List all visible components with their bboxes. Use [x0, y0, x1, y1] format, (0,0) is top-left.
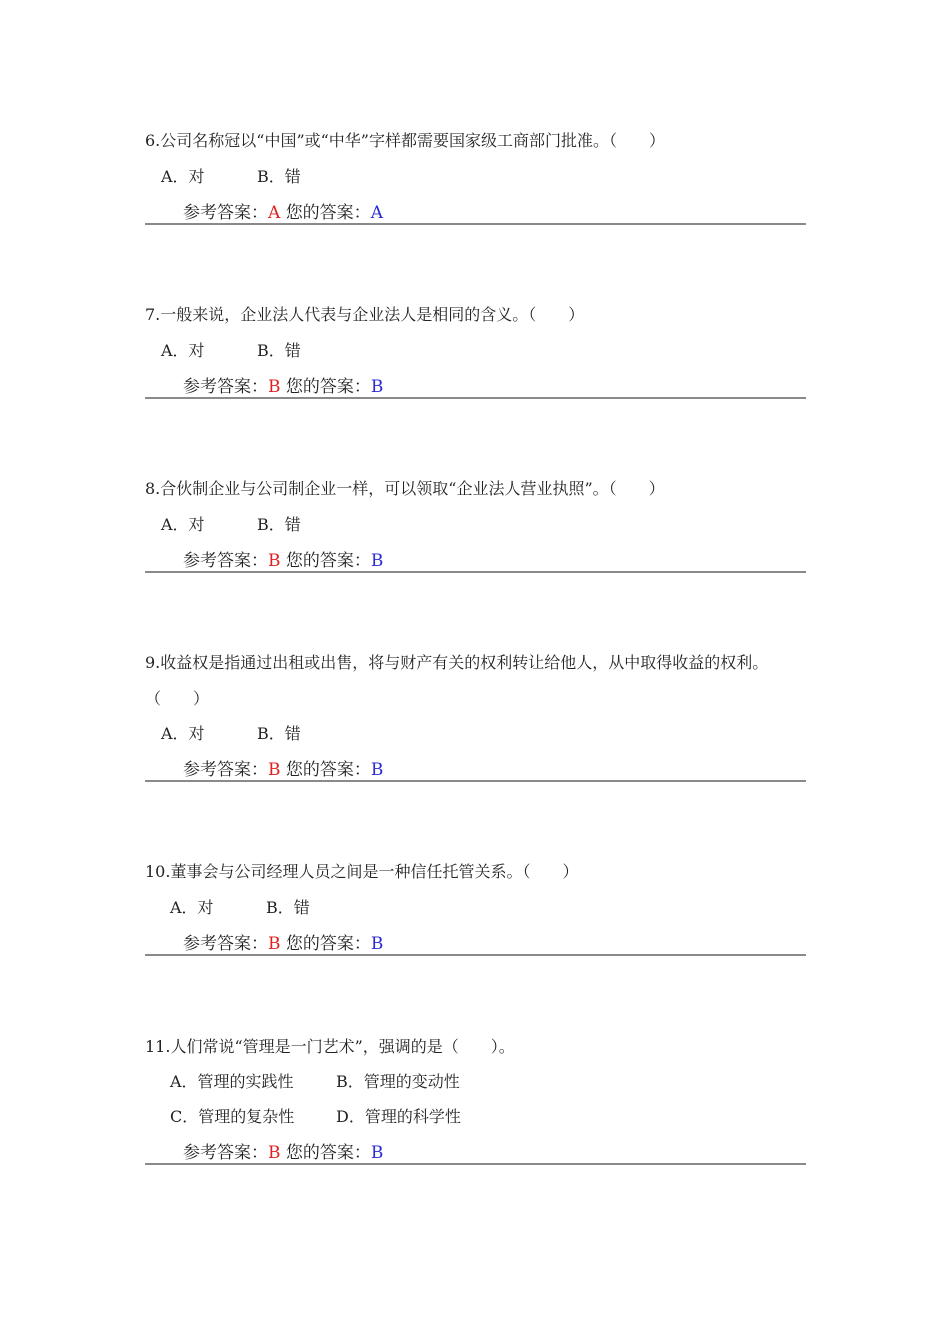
- options-row: [170, 898, 310, 918]
- separator-line: [145, 397, 806, 399]
- reference-answer-label: 参考答案：: [183, 551, 268, 571]
- option-d: D．管理的科学性: [336, 1107, 461, 1126]
- answer-row: [183, 933, 383, 955]
- question-text: 9.收益权是指通过出租或出售，将与财产有关的权利转让给他人，从中取得收益的权利。（ ）: [145, 653, 769, 708]
- options-row: [161, 515, 301, 535]
- your-answer-label: 您的答案：: [285, 203, 371, 223]
- option-c: C．管理的复杂性: [170, 1107, 295, 1126]
- reference-answer-label: 参考答案：: [183, 377, 268, 397]
- option-a: A．对: [161, 167, 205, 186]
- option-b: B．错: [257, 515, 301, 534]
- your-answer-value: B: [370, 551, 384, 571]
- answer-row: [183, 376, 383, 398]
- option-b: B．错: [266, 898, 310, 917]
- separator-line: [145, 571, 806, 573]
- reference-answer-label: 参考答案：: [183, 934, 268, 954]
- reference-answer-value: B: [268, 1143, 281, 1163]
- separator-line: [145, 780, 806, 782]
- option-a: A．管理的实践性: [170, 1072, 294, 1091]
- options-row: [170, 1107, 461, 1127]
- answer-row: [183, 759, 383, 781]
- answer-row: [183, 550, 383, 572]
- option-b: B．错: [257, 167, 301, 186]
- your-answer-value: B: [370, 1143, 384, 1163]
- your-answer-label: 您的答案：: [285, 377, 371, 397]
- reference-answer-value: B: [268, 377, 281, 397]
- reference-answer-value: B: [268, 934, 281, 954]
- reference-answer-label: 参考答案：: [183, 1143, 268, 1163]
- options-row: [161, 341, 301, 361]
- your-answer-label: 您的答案：: [285, 934, 371, 954]
- separator-line: [145, 1163, 806, 1165]
- reference-answer-value: B: [268, 551, 281, 571]
- answer-row: [183, 1142, 383, 1164]
- option-a: A．对: [161, 341, 205, 360]
- option-b: B．管理的变动性: [336, 1072, 460, 1091]
- your-answer-label: 您的答案：: [285, 551, 371, 571]
- question-text: 8.合伙制企业与公司制企业一样，可以领取“企业法人营业执照”。（ ）: [145, 479, 665, 498]
- reference-answer-label: 参考答案：: [183, 760, 268, 780]
- option-a: A．对: [161, 724, 205, 743]
- question-text: 6.公司名称冠以“中国”或“中华”字样都需要国家级工商部门批准。（ ）: [145, 131, 665, 150]
- reference-answer-value: B: [268, 760, 281, 780]
- separator-line: [145, 954, 806, 956]
- your-answer-label: 您的答案：: [285, 1143, 371, 1163]
- question-text: 11.人们常说“管理是一门艺术”，强调的是（ ）。: [145, 1037, 515, 1056]
- your-answer-label: 您的答案：: [285, 760, 371, 780]
- your-answer-value: A: [370, 203, 383, 223]
- option-b: B．错: [257, 724, 301, 743]
- reference-answer-value: A: [268, 203, 281, 223]
- options-row: [161, 167, 301, 187]
- question-text: 7.一般来说，企业法人代表与企业法人是相同的含义。（ ）: [145, 305, 585, 324]
- option-a: A．对: [170, 898, 214, 917]
- your-answer-value: B: [370, 934, 384, 954]
- options-row: [161, 724, 301, 744]
- question-text: 10.董事会与公司经理人员之间是一种信任托管关系。（ ）: [145, 862, 579, 881]
- answer-row: [183, 202, 383, 224]
- separator-line: [145, 223, 806, 225]
- options-row: [170, 1072, 460, 1092]
- option-b: B．错: [257, 341, 301, 360]
- reference-answer-label: 参考答案：: [183, 203, 268, 223]
- your-answer-value: B: [370, 377, 384, 397]
- option-a: A．对: [161, 515, 205, 534]
- your-answer-value: B: [370, 760, 384, 780]
